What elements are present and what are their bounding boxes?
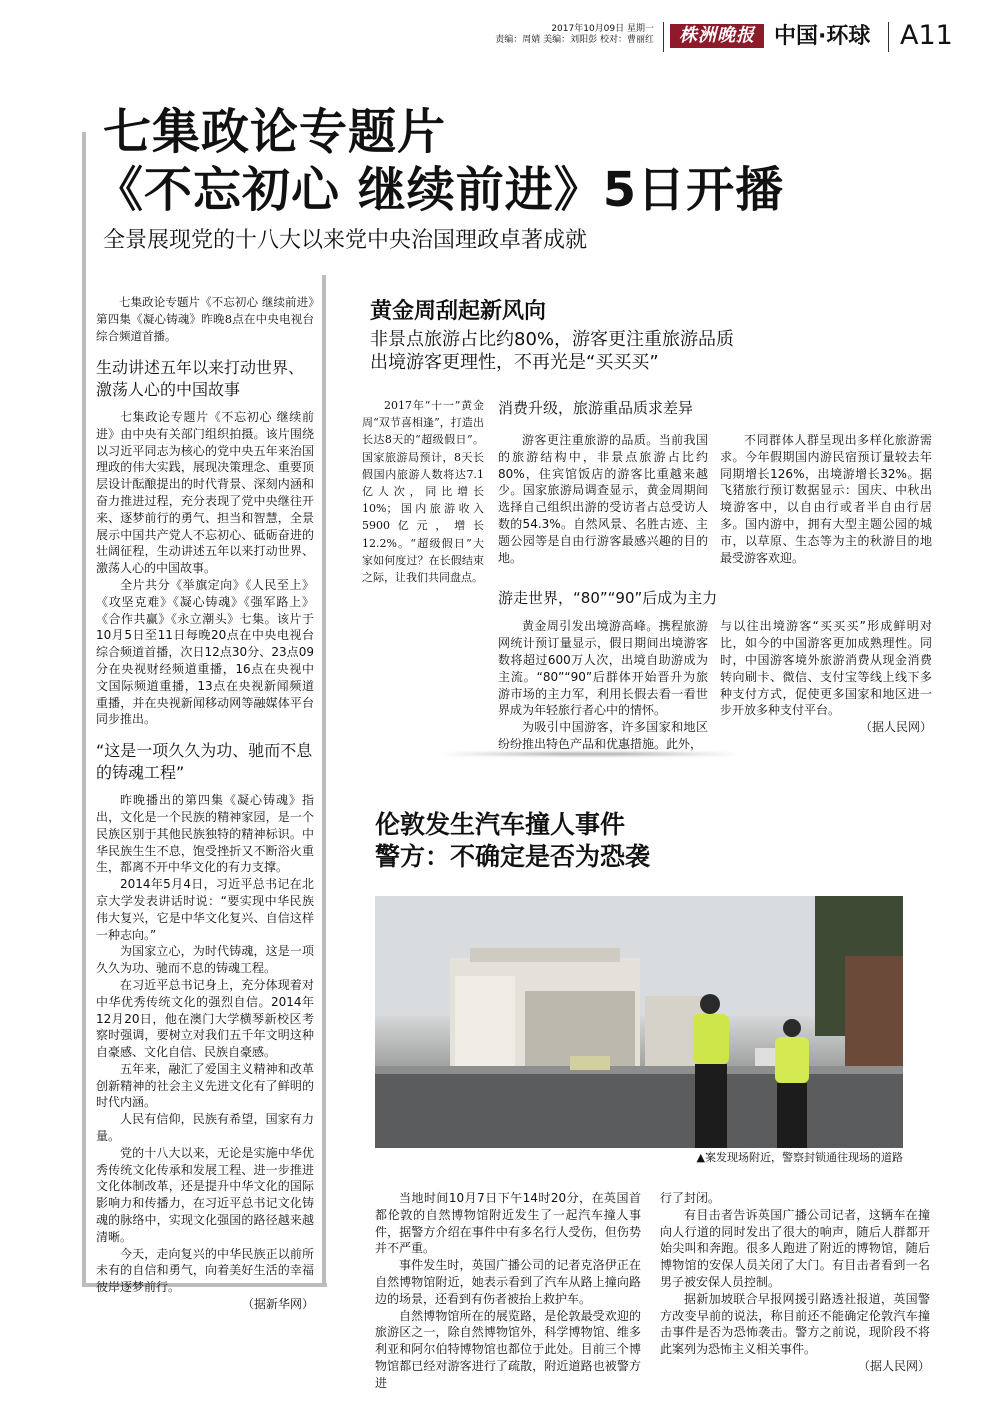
london-title-1: 伦敦发生汽车撞人事件 [375,810,626,839]
paragraph: 当地时间10月7日下午14时20分，在英国首都伦敦的自然博物馆附近发生了一起汽车撞人事件，据警方介绍在事件中有多名行人受伤，但伤势并不严重。 [375,1191,641,1256]
paragraph: 全片共分《举旗定向》《人民至上》《攻坚克难》《凝心铸魂》《强军路上》《合作共赢》《永立潮头》七集。该片于10月5日至11日每晚20点在中央电视台综合频道首播，次日12点30分、23点09分在央视财经频道重播，16点在央视中文国际频道重播，13点在央视新闻频道重播，并在央视新闻移动网等融媒体平台同步推出。 [96,577,314,727]
source-credit: （据人民网） [857,1358,930,1373]
source-credit: （据新华网） [241,1297,314,1312]
paragraph: 党的十八大以来，无论是实施中华优秀传统文化传承和发展工程、进一步推进文化体制改革，还是提升中华文化的国际影响力和传播力，在习近平总书记文化铸魂的脉络中，实现文化强国的路径越来越清晰。 [96,1145,314,1244]
paragraph: 七集政论专题片《不忘初心 继续前进》由中央有关部门组织拍摄。该片围绕以习近平同志为核心的党中央五年来治国理政的伟大实践，展现决策理念、重要顶层设计酝酿提出的时代背景、深刻内涵和奋力推进过程，充分表现了党中央继往开来、逐梦前行的勇气、担当和智慧，全景展示中国共产党人不忘初心、砥砺奋进的壮阔征程，生动讲述五年以来打动世界、激荡人心的中国故事。 [96,410,314,576]
page-number: A11 [900,20,953,51]
header-divider [663,22,664,52]
london-col2 [660,1190,930,1375]
section-name: 中国·环球 [774,24,871,49]
lead-text: 七集政论专题片《不忘初心 继续前进》第四集《凝心铸魂》昨晚8点在中央电视台综合频道首播。 [96,295,314,343]
header-divider [888,22,889,52]
golden-week-s2-title: 游走世界，“80”“90”后成为主力 [498,589,718,608]
source-credit: （据人民网） [859,720,932,735]
paragraph: 为吸引中国游客，许多国家和地区纷纷推出特色产品和优惠措施。此外， [498,720,708,751]
paragraph: 自然博物馆所在的展览路，是伦敦最受欢迎的旅游区之一，除自然博物馆外，科学博物馆、维多利亚和阿尔伯特博物馆也都位于此处。目前三个博物馆都已经对游客进行了疏散，附近道路也被警方进 [375,1308,641,1390]
paragraph: 据新加坡联合早报网援引路透社报道，英国警方改变早前的说法，称目前还不能确定伦敦汽车撞击事件是否为恐怖袭击。警方之前说，现阶段不将此案列为恐怖主义相关事件。 [660,1291,930,1357]
intro-text: 2017年“十一”黄金周“双节喜相逢”，打造出长达8天的“超级假日”。国家旅游局预计，8天长假国内旅游人数将达7.1亿人次，同比增长10%；国内旅游收入5900亿元，增长12.2%。“超级假日”大家如何度过？在长假结束之际，让我们共同盘点。 [362,399,484,585]
golden-week-subtitle-2: 出境游客更理性，不再光是“买买买” [370,352,659,373]
paragraph: 人民有信仰，民族有希望，国家有力量。 [96,1112,314,1144]
news-photo [375,896,903,1148]
issue-date: 2017年10月09日 星期一 [551,24,654,34]
lead-paragraph [96,294,314,345]
london-col1 [375,1190,641,1392]
paragraph: 2014年5月4日，习近平总书记在北京大学发表讲话时说：“要实现中华民族伟大复兴，它是中华文化复兴、自信这样一种志向。” [96,877,314,942]
newspaper-logo: 株洲晚报 [670,24,764,48]
golden-week-intro [362,397,484,586]
paragraph: 黄金周引发出境游高峰。携程旅游网统计预订量显示，假日期间出境游客数将超过600万人次，出境自助游成为主流。“80”“90”后群体开始晋升为旅游市场的主力军，利用长假去看一看世界成为年轻旅行者心中的情怀。 [498,619,708,718]
box-border-left [82,132,86,1287]
golden-week-s2-col2 [720,618,932,752]
golden-week-s1-title: 消费升级，旅游重品质求差异 [498,399,694,417]
section1-title: 生动讲述五年以来打动世界、激荡人心的中国故事 [96,358,305,399]
paragraph: 与以往出境游客“买买买”形成鲜明对比，如今的中国游客更加成熟理性。同时，中国游客境外旅游消费从现金消费转向刷卡、微信、支付宝等线上线下多种支付方式，促使更多国家和地区进一步开放多种支付平台。 [720,619,932,718]
paragraph: 昨晚播出的第四集《凝心铸魂》指出，文化是一个民族的精神家园，是一个民族区别于其他民族独特的精神标识。中华民族生生不息，饱受挫折又不断浴火重生，都离不开中华文化的有力支撑。 [96,793,314,875]
section2-title: “这是一项久久为功、驰而不息的铸魂工程” [96,741,313,783]
box-border-right [322,275,326,1287]
paragraph: 事件发生时，英国广播公司的记者克洛伊正在自然博物馆附近，她表示看到了汽车从路上撞向路边的场景，还看到有伤者被抬上救护车。 [375,1258,641,1306]
golden-week-s1-col2 [720,432,932,566]
photo-caption: ▲案发现场附近，警察封锁通往现场的道路 [696,1151,903,1164]
section-divider [440,752,740,756]
headline-line1: 七集政论专题片 [103,104,447,160]
staff-credits: 责编：周婧 美编：刘阳彭 校对：曹丽红 [495,35,654,45]
paragraph: 有目击者告诉英国广播公司记者，这辆车在撞向人行道的同时发出了很大的响声，随后人群都开始尖叫和奔跑。很多人跑进了附近的博物馆，随后博物馆的安保人员关闭了大门。有目击者看到一名男子被安保人员控制。 [660,1207,930,1289]
golden-week-s2-col1 [498,618,708,752]
issue-meta [472,24,654,46]
paragraph: 五年来，融汇了爱国主义精神和改革创新精神的社会主义先进文化有了鲜明的时代内涵。 [96,1061,314,1110]
section1-body [96,409,314,728]
golden-week-sections [498,398,932,753]
headline-subtitle: 全景展现党的十八大以来党中央治国理政卓著成就 [103,228,588,253]
paragraph: 今天，走向复兴的中华民族正以前所未有的自信和勇气，向着美好生活的幸福彼岸逐梦前行。 [96,1246,314,1295]
paragraph: 在习近平总书记身上，充分体现着对中华优秀传统文化的强烈自信。2014年12月20日，他在澳门大学横琴新校区考察时强调，要树立对我们五千年文明这种自豪感、文化自信、民族自豪感。 [96,977,314,1060]
section2-body [96,792,314,1313]
golden-week-s1-col1 [498,432,708,566]
paragraph: 行了封闭。 [660,1191,721,1205]
paragraph: 不同群体人群呈现出多样化旅游需求。今年假期国内游民宿预订量较去年同期增长126%，出境游增长32%。据飞猪旅行预订数据显示：国庆、中秋出境游客中，以自由行或者半自由行居多。国内游中，拥有大型主题公园的城市，以草原、生态等为主的秋游目的地最受游客欢迎。 [720,433,932,565]
police-officer-2 [775,1019,809,1148]
golden-week-title: 黄金周刮起新风向 [370,299,547,324]
paragraph: 游客更注重旅游的品质。当前我国的旅游结构中，非景点旅游占比约80%，住宾馆饭店的游客比重越来越少。国家旅游局调查显示，黄金周期间选择自己组织出游的受访者占总受访人数的54.3%。自然风景、名胜古迹、主题公园等是自由行游客最感兴趣的目的地。 [498,433,708,565]
london-title-2: 警方：不确定是否为恐袭 [375,842,651,871]
police-street-scene-image [375,896,903,1148]
police-officer-1 [693,994,729,1148]
headline-line2: 《不忘初心 继续前进》5日开播 [95,162,785,218]
paragraph: 为国家立心，为时代铸魂，这是一项久久为功、驰而不息的铸魂工程。 [96,944,314,976]
golden-week-subtitle-1: 非景点旅游占比约80%，游客更注重旅游品质 [370,329,735,350]
left-column-article [96,294,314,1313]
